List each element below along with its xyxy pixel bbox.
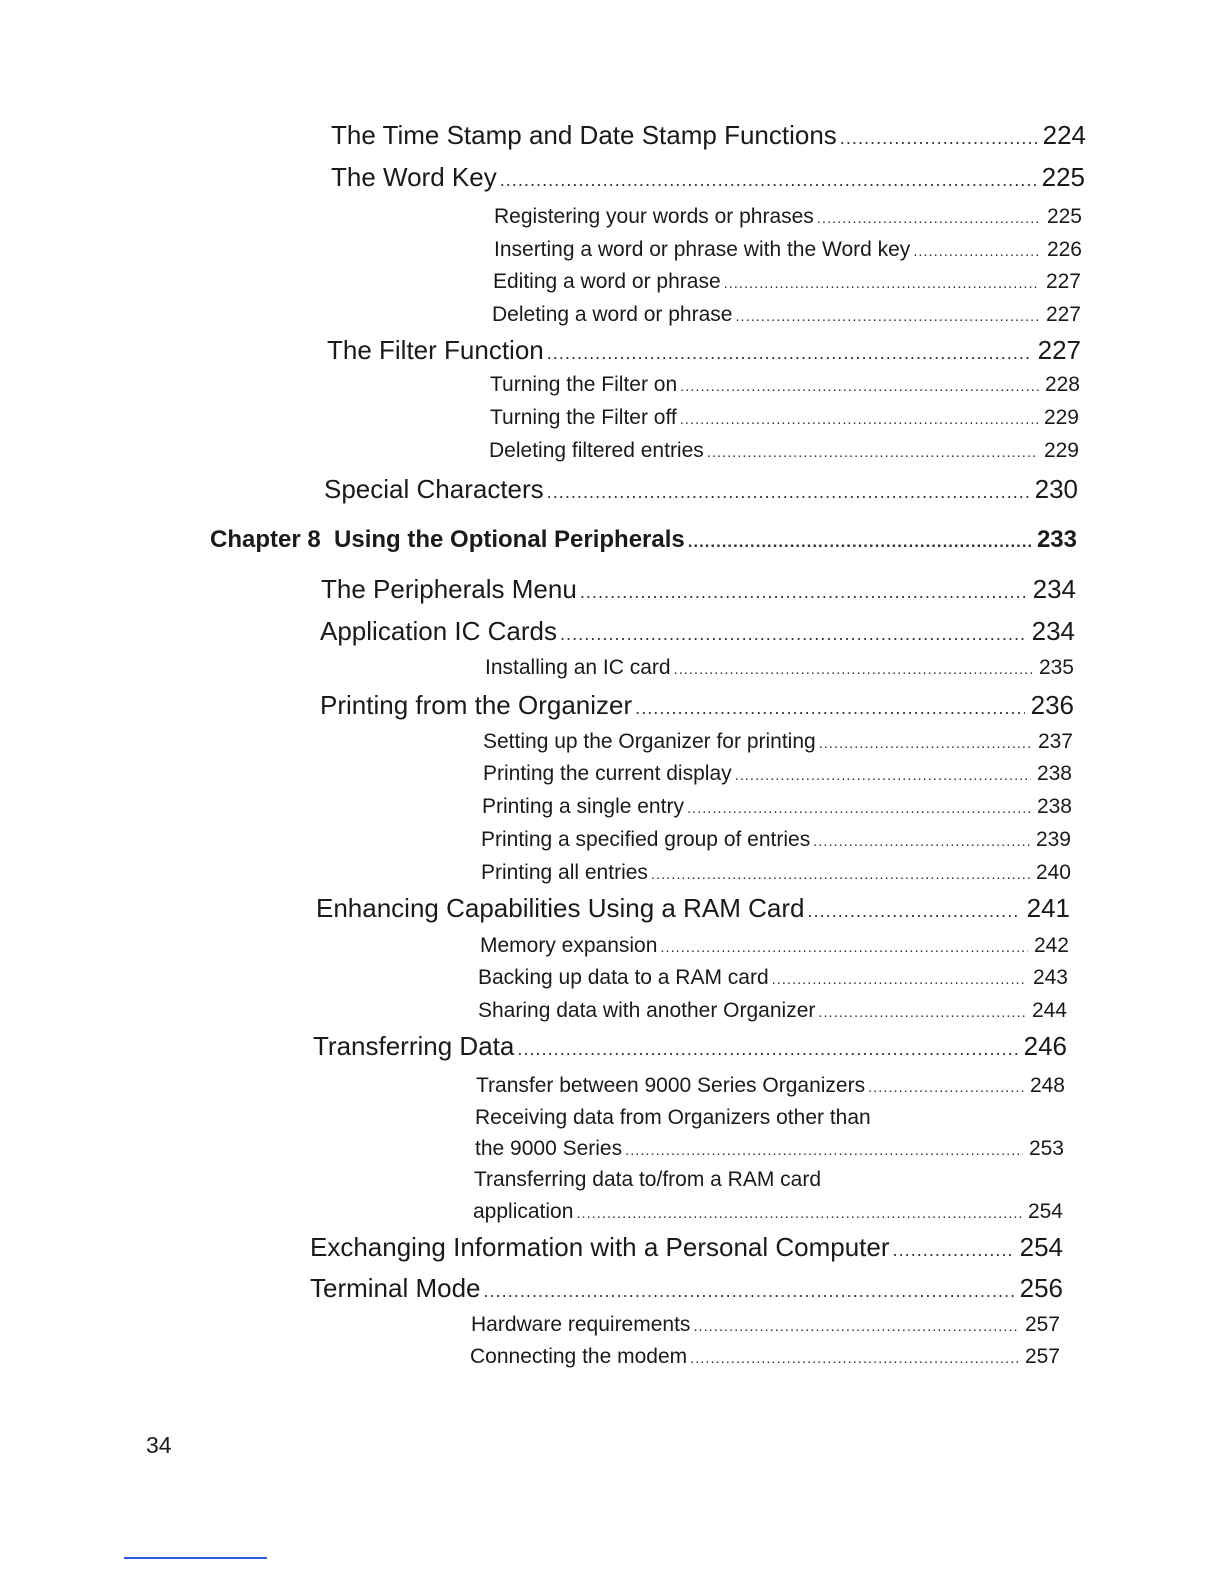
toc-entry bbox=[316, 893, 1070, 924]
dot-leader bbox=[635, 698, 1024, 719]
toc-entry-page: 241 bbox=[1026, 893, 1070, 923]
toc-entry-title: Chapter 8 Using the Optional Peripherals bbox=[210, 526, 685, 553]
toc-entry-page: 237 bbox=[1037, 730, 1073, 753]
toc-entry-title: Special Characters bbox=[324, 474, 544, 504]
toc-entry-title: Connecting the modem bbox=[470, 1345, 688, 1368]
toc-entry-page: 225 bbox=[1041, 162, 1085, 192]
toc-entry-page: 242 bbox=[1033, 934, 1069, 957]
toc-entry-page: 227 bbox=[1045, 270, 1081, 293]
dot-leader bbox=[500, 170, 1036, 191]
dot-leader bbox=[735, 768, 1031, 784]
toc-entry-title: The Time Stamp and Date Stamp Functions bbox=[331, 120, 837, 150]
toc-entry bbox=[310, 1232, 1063, 1263]
toc-entry bbox=[494, 205, 1082, 229]
toc-entry-title: application bbox=[473, 1200, 574, 1223]
toc-entry-first-line: Receiving data from Organizers other than bbox=[475, 1106, 871, 1129]
dot-leader bbox=[813, 834, 1030, 850]
dot-leader bbox=[817, 211, 1041, 227]
dot-leader bbox=[690, 1351, 1019, 1367]
toc-entry bbox=[481, 828, 1071, 852]
dot-leader bbox=[807, 901, 1020, 922]
toc-entry-page: 246 bbox=[1023, 1031, 1067, 1061]
toc-entry bbox=[321, 574, 1076, 605]
toc-entry-page: 229 bbox=[1043, 406, 1079, 429]
toc-entry bbox=[490, 406, 1079, 430]
toc-entry bbox=[471, 1313, 1060, 1337]
toc-entry-page: 240 bbox=[1035, 861, 1071, 884]
dot-leader bbox=[772, 972, 1027, 988]
toc-entry-page: 229 bbox=[1043, 439, 1079, 462]
toc-entry bbox=[320, 616, 1075, 647]
toc-entry-title: Printing a single entry bbox=[482, 795, 684, 818]
toc-entry-title: Enhancing Capabilities Using a RAM Card bbox=[316, 893, 805, 923]
dot-leader bbox=[818, 1005, 1026, 1021]
toc-entry bbox=[482, 795, 1072, 819]
toc-entry bbox=[478, 966, 1068, 990]
dot-leader bbox=[735, 309, 1039, 325]
toc-entry bbox=[327, 335, 1081, 366]
toc-entry-page: 244 bbox=[1031, 999, 1067, 1022]
toc-entry-title: Backing up data to a RAM card bbox=[478, 966, 769, 989]
toc-entry bbox=[313, 1031, 1067, 1062]
toc-entry-title: Inserting a word or phrase with the Word key bbox=[494, 238, 911, 261]
toc-entry-title: Terminal Mode bbox=[310, 1273, 481, 1303]
toc-entry-title: Hardware requirements bbox=[471, 1313, 691, 1336]
dot-leader bbox=[651, 867, 1030, 883]
toc-entry-title: The Peripherals Menu bbox=[321, 574, 577, 604]
toc-entry-page: 233 bbox=[1036, 526, 1077, 553]
toc-entry-title: The Word Key bbox=[331, 162, 497, 192]
toc-entry-page: 254 bbox=[1019, 1232, 1063, 1262]
toc-entry bbox=[490, 373, 1080, 397]
dot-leader bbox=[680, 412, 1038, 428]
dot-leader bbox=[840, 128, 1037, 149]
toc-entry-page: 243 bbox=[1032, 966, 1068, 989]
dot-leader bbox=[913, 244, 1041, 260]
toc-entry-page: 225 bbox=[1046, 205, 1082, 228]
toc-entry bbox=[473, 1200, 1063, 1224]
toc-entry bbox=[489, 439, 1079, 463]
toc-entry bbox=[485, 656, 1074, 680]
toc-entry-page: 235 bbox=[1038, 656, 1074, 679]
toc-entry bbox=[493, 270, 1081, 294]
toc-entry-page: 230 bbox=[1034, 474, 1078, 504]
toc-entry bbox=[494, 238, 1082, 262]
toc-entry-title: Memory expansion bbox=[480, 934, 658, 957]
dot-leader bbox=[484, 1281, 1014, 1302]
toc-entry-page: 238 bbox=[1036, 762, 1072, 785]
toc-entry bbox=[476, 1074, 1065, 1098]
toc-entry bbox=[331, 162, 1085, 193]
toc-entry bbox=[492, 303, 1081, 327]
toc-entry-title: Printing a specified group of entries bbox=[481, 828, 811, 851]
toc-entry-title: Registering your words or phrases bbox=[494, 205, 814, 228]
dot-leader bbox=[560, 624, 1026, 645]
dot-leader bbox=[517, 1039, 1017, 1060]
dot-leader bbox=[687, 801, 1031, 817]
dot-leader bbox=[674, 662, 1033, 678]
toc-entry-page: 227 bbox=[1045, 303, 1081, 326]
toc-entry-page: 256 bbox=[1019, 1273, 1063, 1303]
toc-entry-title: Editing a word or phrase bbox=[493, 270, 721, 293]
toc-entry-title: Exchanging Information with a Personal Computer bbox=[310, 1232, 890, 1262]
dot-leader bbox=[680, 379, 1039, 395]
toc-entry-page: 239 bbox=[1035, 828, 1071, 851]
footer-rule bbox=[124, 1557, 267, 1559]
toc-entry-title: Installing an IC card bbox=[485, 656, 671, 679]
toc-entry bbox=[470, 1345, 1060, 1369]
toc-entry bbox=[481, 861, 1071, 885]
dot-leader bbox=[660, 940, 1028, 956]
toc-entry-first-line: Transferring data to/from a RAM card bbox=[474, 1168, 822, 1191]
page-number: 34 bbox=[146, 1432, 172, 1458]
toc-entry-page: 236 bbox=[1030, 690, 1074, 720]
toc-entry-title: Deleting filtered entries bbox=[489, 439, 704, 462]
toc-entry-title: Turning the Filter on bbox=[490, 373, 678, 396]
toc-entry-page: 226 bbox=[1046, 238, 1082, 261]
toc-entry-title: The Filter Function bbox=[327, 335, 544, 365]
dot-leader bbox=[547, 343, 1032, 364]
dot-leader bbox=[868, 1080, 1024, 1096]
dot-leader bbox=[819, 736, 1032, 752]
toc-entry-page: 257 bbox=[1024, 1313, 1060, 1336]
toc-entry bbox=[475, 1137, 1064, 1161]
dot-leader bbox=[625, 1143, 1023, 1159]
toc-entry-title: Transfer between 9000 Series Organizers bbox=[476, 1074, 866, 1097]
toc-entry-page: 228 bbox=[1044, 373, 1080, 396]
toc-entry-page: 234 bbox=[1031, 616, 1075, 646]
toc-entry bbox=[320, 690, 1074, 721]
dot-leader bbox=[547, 482, 1029, 503]
toc-entry-page: 248 bbox=[1029, 1074, 1065, 1097]
toc-entry bbox=[331, 120, 1086, 151]
toc-entry-page: 254 bbox=[1027, 1200, 1063, 1223]
toc-entry-title: Setting up the Organizer for printing bbox=[483, 730, 816, 753]
dot-leader bbox=[707, 445, 1038, 461]
toc-entry-title: Deleting a word or phrase bbox=[492, 303, 733, 326]
toc-entry-page: 234 bbox=[1032, 574, 1076, 604]
chapter-heading bbox=[210, 526, 1077, 554]
dot-leader bbox=[693, 1319, 1019, 1335]
toc-entry bbox=[483, 762, 1072, 786]
toc-entry-page: 227 bbox=[1037, 335, 1081, 365]
toc-entry bbox=[483, 730, 1073, 754]
dot-leader bbox=[580, 582, 1027, 603]
toc-entry-page: 224 bbox=[1042, 120, 1086, 150]
toc-entry bbox=[480, 934, 1069, 958]
toc-entry bbox=[310, 1273, 1063, 1304]
dot-leader bbox=[893, 1240, 1014, 1261]
dot-leader bbox=[724, 276, 1040, 292]
toc-entry-title: Turning the Filter off bbox=[490, 406, 677, 429]
toc-entry-title: Printing from the Organizer bbox=[320, 690, 633, 720]
dot-leader bbox=[688, 532, 1031, 552]
toc-entry-page: 257 bbox=[1024, 1345, 1060, 1368]
dot-leader bbox=[576, 1206, 1022, 1222]
toc-entry-title: Sharing data with another Organizer bbox=[478, 999, 816, 1022]
toc-entry-page: 238 bbox=[1036, 795, 1072, 818]
toc-entry-title: Printing the current display bbox=[483, 762, 732, 785]
toc-entry-title: the 9000 Series bbox=[475, 1137, 623, 1160]
toc-entry-title: Application IC Cards bbox=[320, 616, 557, 646]
toc-entry-title: Printing all entries bbox=[481, 861, 648, 884]
toc-entry bbox=[324, 474, 1078, 505]
toc-entry-page: 253 bbox=[1028, 1137, 1064, 1160]
toc-entry-title: Transferring Data bbox=[313, 1031, 515, 1061]
toc-entry bbox=[478, 999, 1067, 1023]
